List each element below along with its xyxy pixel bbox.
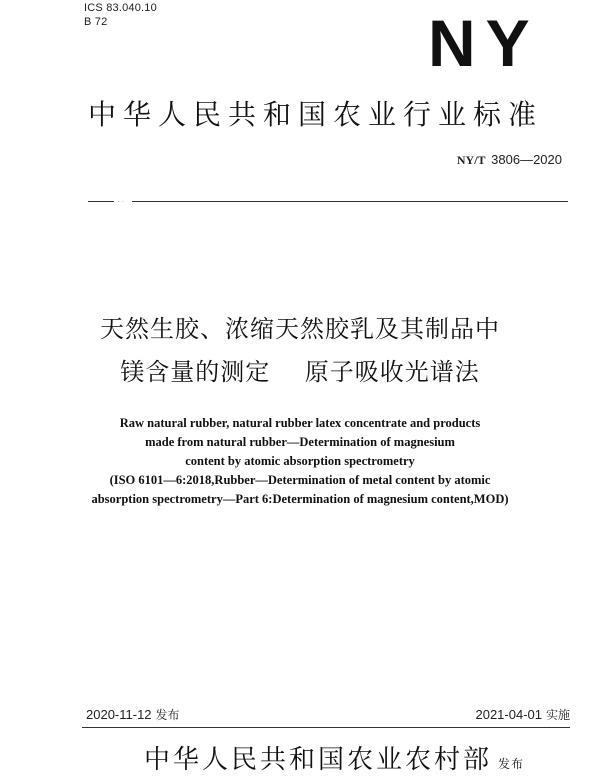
ics-code: ICS 83.040.10 — [84, 2, 157, 14]
implement-date — [475, 706, 570, 723]
english-title-line: content by atomic absorption spectrometry — [185, 454, 415, 468]
ny-logo: NY — [428, 6, 540, 80]
header-divider-dots: ·· — [118, 199, 126, 206]
implement-date-value: 2021-04-01 — [475, 707, 542, 722]
ccs-code: B 72 — [84, 16, 108, 28]
footer-divider — [82, 727, 570, 728]
standard-code-number: 3806—2020 — [491, 152, 562, 167]
publish-date — [86, 706, 180, 723]
publish-label: 发布 — [155, 708, 180, 722]
header-divider-long — [132, 201, 568, 202]
issuing-authority — [144, 744, 524, 780]
english-title-line: Raw natural rubber, natural rubber latex concentrate and products — [119, 416, 481, 430]
issuer-issue-word: 发布 — [498, 757, 525, 771]
standard-number — [457, 152, 562, 168]
english-title-line: made from natural rubber—Determination of magnesium — [145, 435, 455, 449]
header-divider-short — [88, 201, 114, 202]
issuer-name: 中华人民共和国农业农村部 — [144, 745, 493, 775]
implement-label: 实施 — [545, 708, 570, 722]
chinese-title-line-1: 天然生胶、浓缩天然胶乳及其制品中 — [100, 315, 500, 343]
chinese-title-line-2: 镁含量的测定 原子吸收光谱法 — [120, 358, 480, 386]
standard-code-prefix: NY/T — [456, 153, 486, 167]
english-title-line: (ISO 6101—6:2018,Rubber—Determination of metal content by atomic — [109, 473, 491, 487]
english-title — [0, 414, 600, 509]
publish-date-value: 2020-11-12 — [86, 707, 152, 722]
english-title-line: absorption spectrometry—Part 6:Determination of magnesium content,MOD) — [91, 492, 509, 506]
standard-category-title: 中华人民共和国农业行业标准 — [88, 98, 544, 131]
